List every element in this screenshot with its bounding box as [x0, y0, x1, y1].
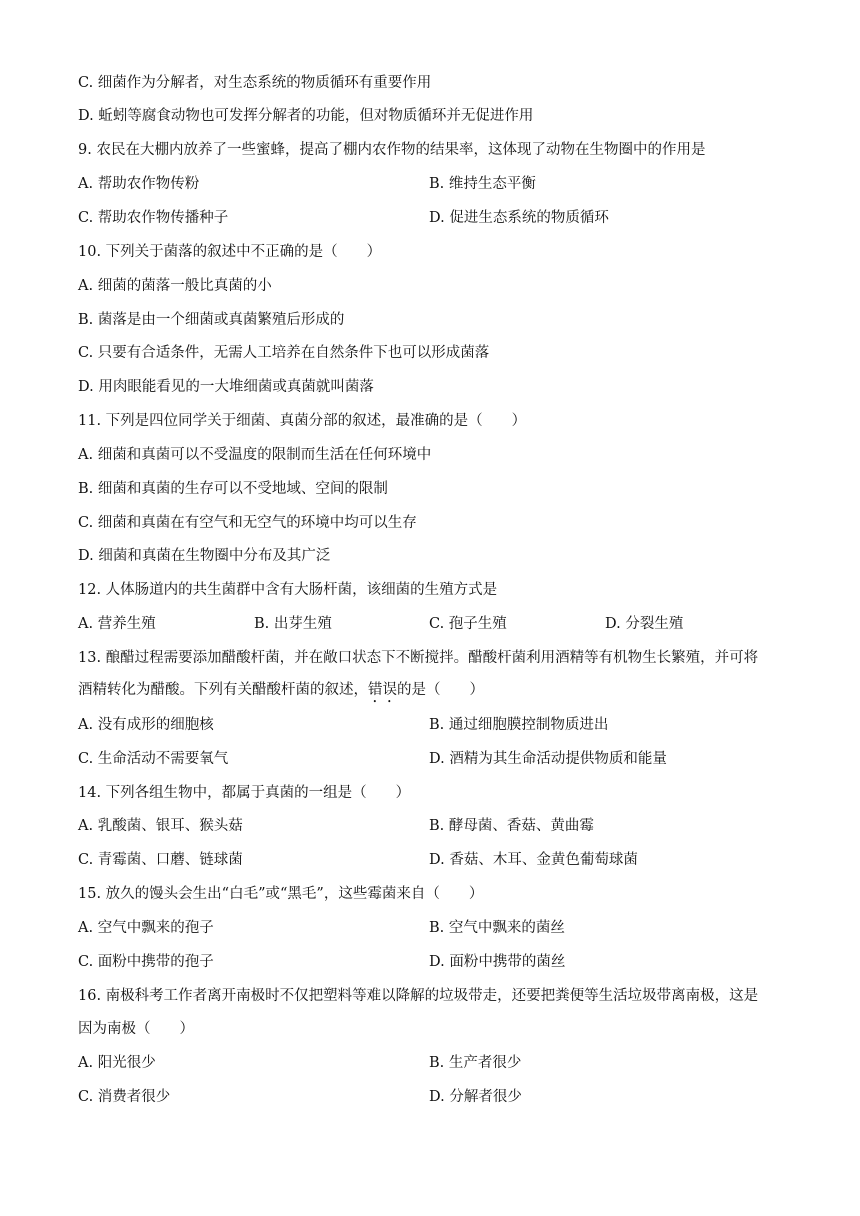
- q16-option-a: A. 阳光很少: [78, 1055, 156, 1071]
- q9-option-b: B. 维持生态平衡: [429, 176, 536, 192]
- q12-option-d: D. 分裂生殖: [605, 616, 684, 632]
- question-16-line-2: 因为南极（ ）: [78, 1021, 194, 1037]
- q11-option-b: B. 细菌和真菌的生存可以不受地域、空间的限制: [78, 481, 388, 497]
- q9-option-a: A. 帮助农作物传粉: [78, 176, 200, 192]
- q16-option-b: B. 生产者很少: [429, 1055, 522, 1071]
- q13-option-d: D. 酒精为其生命活动提供物质和能量: [429, 751, 667, 767]
- q12-option-a: A. 营养生殖: [78, 616, 156, 632]
- question-10: 10. 下列关于菌落的叙述中不正确的是（ ）: [78, 244, 382, 260]
- q10-option-a: A. 细菌的菌落一般比真菌的小: [78, 278, 272, 294]
- question-14: 14. 下列各组生物中，都属于真菌的一组是（ ）: [78, 785, 411, 801]
- q14-option-d: D. 香菇、木耳、金黄色葡萄球菌: [429, 852, 638, 868]
- q8-option-d: D. 蚯蚓等腐食动物也可发挥分解者的功能，但对物质循环并无促进作用: [78, 108, 534, 124]
- question-9: 9. 农民在大棚内放养了一些蜜蜂，提高了棚内农作物的结果率，这体现了动物在生物圈中的作用是: [78, 142, 706, 158]
- q9-option-c: C. 帮助农作物传播种子: [78, 210, 229, 226]
- question-15: 15. 放久的馒头会生出“白毛”或“黑毛”，这些霉菌来自（ ）: [78, 886, 484, 902]
- q13-option-a: A. 没有成形的细胞核: [78, 717, 214, 733]
- q11-option-a: A. 细菌和真菌可以不受温度的限制而生活在任何环境中: [78, 447, 432, 463]
- q10-option-c: C. 只要有合适条件，无需人工培养在自然条件下也可以形成菌落: [78, 345, 490, 361]
- q15-option-a: A. 空气中飘来的孢子: [78, 920, 214, 936]
- q11-option-d: D. 细菌和真菌在生物圈中分布及其广泛: [78, 548, 331, 564]
- q13-emphasis-word: 错误: [368, 682, 397, 698]
- q10-option-d: D. 用肉眼能看见的一大堆细菌或真菌就叫菌落: [78, 379, 374, 395]
- q12-option-b: B. 出芽生殖: [254, 616, 332, 632]
- q15-option-c: C. 面粉中携带的孢子: [78, 954, 214, 970]
- q10-option-b: B. 菌落是由一个细菌或真菌繁殖后形成的: [78, 312, 345, 328]
- q14-option-b: B. 酵母菌、香菇、黄曲霉: [429, 818, 594, 834]
- q13-stem-end: 的是（ ）: [397, 682, 484, 698]
- q16-option-d: D. 分解者很少: [429, 1089, 522, 1105]
- q15-option-d: D. 面粉中携带的菌丝: [429, 954, 566, 970]
- question-11: 11. 下列是四位同学关于细菌、真菌分部的叙述，最准确的是（ ）: [78, 413, 527, 429]
- q12-option-c: C. 孢子生殖: [429, 616, 507, 632]
- question-16-line-1: 16. 南极科考工作者离开南极时不仅把塑料等难以降解的垃圾带走，还要把粪便等生活垃圾带离南极，这是: [78, 988, 759, 1004]
- q11-option-c: C. 细菌和真菌在有空气和无空气的环境中均可以生存: [78, 515, 417, 531]
- q15-option-b: B. 空气中飘来的菌丝: [429, 920, 565, 936]
- question-13-line-2: [78, 680, 484, 706]
- q8-option-c: C. 细菌作为分解者，对生态系统的物质循环有重要作用: [78, 75, 432, 91]
- q13-stem-text: 酒精转化为醋酸。下列有关醋酸杆菌的叙述，: [78, 682, 368, 698]
- q13-option-c: C. 生命活动不需要氧气: [78, 751, 229, 767]
- question-13-line-1: 13. 酿醋过程需要添加醋酸杆菌，并在敞口状态下不断搅拌。醋酸杆菌利用酒精等有机物生长繁殖，并可将: [78, 650, 759, 666]
- q14-option-a: A. 乳酸菌、银耳、猴头菇: [78, 818, 243, 834]
- question-12: 12. 人体肠道内的共生菌群中含有大肠杆菌，该细菌的生殖方式是: [78, 582, 498, 598]
- q14-option-c: C. 青霉菌、口蘑、链球菌: [78, 852, 243, 868]
- q13-option-b: B. 通过细胞膜控制物质进出: [429, 717, 609, 733]
- q16-option-c: C. 消费者很少: [78, 1089, 171, 1105]
- q9-option-d: D. 促进生态系统的物质循环: [429, 210, 609, 226]
